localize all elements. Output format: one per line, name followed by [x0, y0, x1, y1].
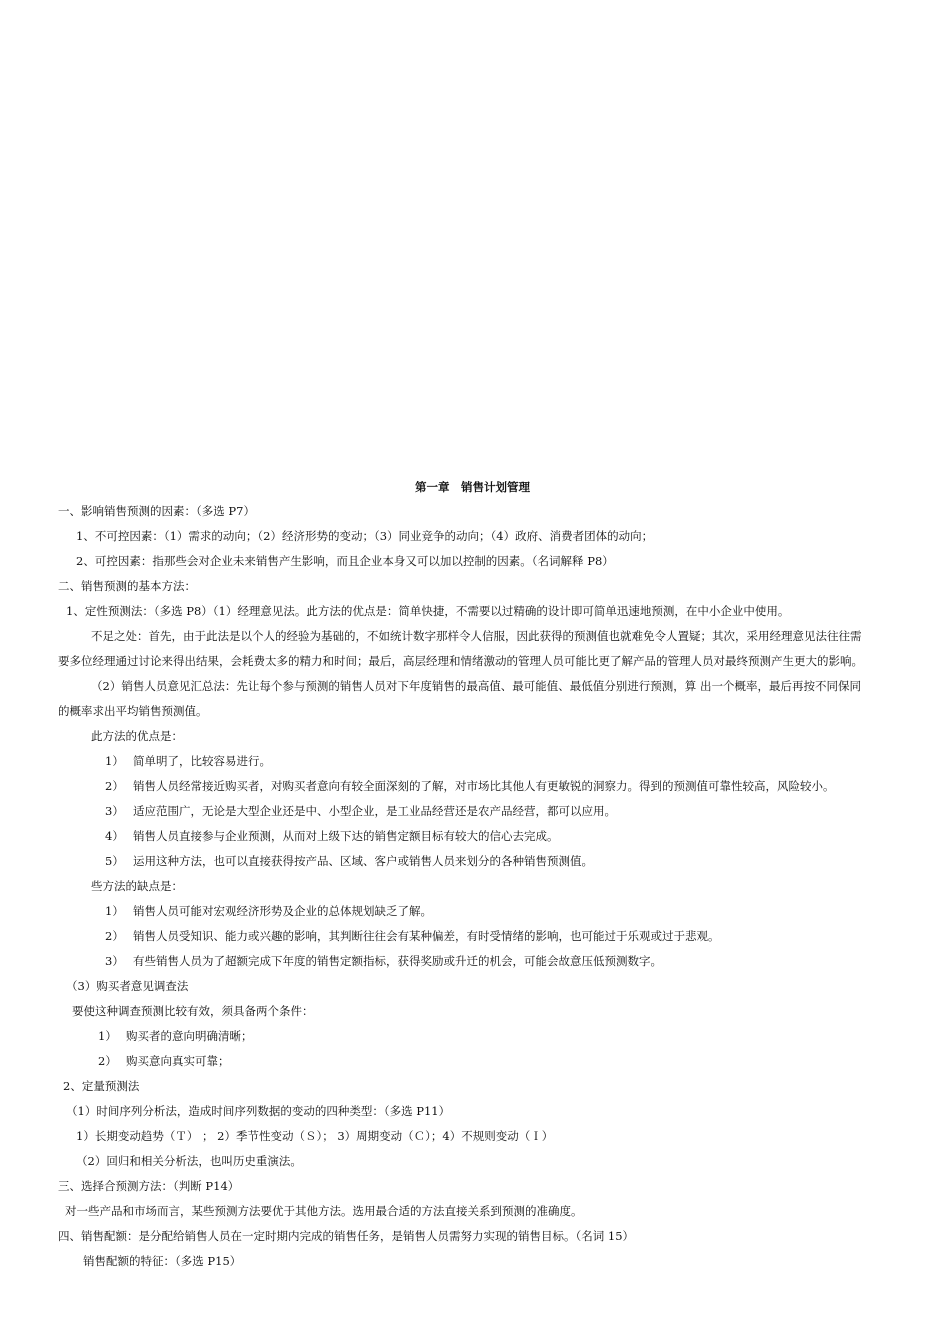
method-3-heading: （3）购买者意见调查法 [66, 979, 189, 993]
list-item: 1） 简单明了，比较容易进行。 [105, 754, 271, 768]
list-item: 4） 销售人员直接参与企业预测，从而对上级下达的销售定额目标有较大的信心去完成。 [105, 829, 559, 843]
shortcoming-line-2: 要多位经理通过讨论来得出结果，会耗费太多的精力和时间；最后，高层经理和情绪激动的管理人员可能比更了解产品的管理人员对最终预测产生更大的影响。 [58, 654, 863, 668]
section-3-heading: 三、选择合预测方法：（判断 P14） [58, 1179, 240, 1193]
method-2-line-2: 的概率求出平均销售预测值。 [58, 704, 208, 718]
qualitative-method: 1、定性预测法：（多选 P8）（1）经理意见法。此方法的优点是：简单快捷，不需要以过精确的设计即可简单迅速地预测，在中小企业中使用。 [66, 604, 790, 618]
list-item: 1） 购买者的意向明确清晰； [98, 1029, 253, 1043]
section-2-heading: 二、销售预测的基本方法： [58, 579, 196, 593]
list-item: 3） 适应范围广，无论是大型企业还是中、小型企业，是工业品经营还是农产品经营，都可以应用。 [105, 804, 616, 818]
section-1-heading: 一、影响销售预测的因素：（多选 P7） [58, 504, 255, 518]
method-3-conditions: 要使这种调查预测比较有效，须具备两个条件： [72, 1004, 314, 1018]
time-series-types: 1）长期变动趋势（Ｔ） ； 2）季节性变动（Ｓ）； 3）周期变动（Ｃ）；4）不规则变动（Ｉ） [76, 1129, 554, 1143]
time-series-method: （1）时间序列分析法，造成时间序列数据的变动的四种类型：（多选 P11） [66, 1104, 451, 1118]
section-1-item-2: 2、可控因素：指那些会对企业未来销售产生影响，而且企业本身又可以加以控制的因素。（名词解释 P8） [76, 554, 614, 568]
list-item: 1） 销售人员可能对宏观经济形势及企业的总体规划缺乏了解。 [105, 904, 432, 918]
list-item: 3） 有些销售人员为了超额完成下年度的销售定额指标，获得奖励或升迁的机会，可能会故意压低预测数字。 [105, 954, 662, 968]
regression-method: （2）回归和相关分析法，也叫历史重演法。 [76, 1154, 302, 1168]
list-item: 5） 运用这种方法，也可以直接获得按产品、区域、客户或销售人员来划分的各种销售预测值。 [105, 854, 593, 868]
disadvantages-heading: 些方法的缺点是： [91, 879, 183, 893]
quantitative-heading: 2、定量预测法 [63, 1079, 140, 1093]
section-4-heading: 四、销售配额：是分配给销售人员在一定时期内完成的销售任务，是销售人员需努力实现的销售目标。（名词 15） [58, 1229, 635, 1243]
shortcoming-line-1: 不足之处：首先，由于此法是以个人的经验为基础的，不如统计数字那样令人信服，因此获得的预测值也就难免令人置疑；其次，采用经理意见法往往需 [91, 629, 862, 643]
list-item: 2） 购买意向真实可靠； [98, 1054, 230, 1068]
section-1-item-1: 1、不可控因素：（1）需求的动向；（2）经济形势的变动；（3）同业竞争的动向；（4）政府、消费者团体的动向； [76, 529, 654, 543]
method-2-line-1: （2）销售人员意见汇总法：先让每个参与预测的销售人员对下年度销售的最高值、最可能值、最低值分别进行预测，算 出一个概率，最后再按不同保同 [91, 679, 861, 693]
list-item: 2） 销售人员经常接近购买者，对购买者意向有较全面深刻的了解，对市场比其他人有更敏锐的洞察力。得到的预测值可靠性较高，风险较小。 [105, 779, 835, 793]
section-3-text: 对一些产品和市场而言，某些预测方法要优于其他方法。选用最合适的方法直接关系到预测的准确度。 [65, 1204, 583, 1218]
chapter-title: 第一章 销售计划管理 [415, 480, 530, 494]
advantages-heading: 此方法的优点是： [91, 729, 183, 743]
quota-features: 销售配额的特征：（多选 P15） [83, 1254, 242, 1268]
list-item: 2） 销售人员受知识、能力或兴趣的影响，其判断往往会有某种偏差，有时受情绪的影响，也可能过于乐观或过于悲观。 [105, 929, 720, 943]
